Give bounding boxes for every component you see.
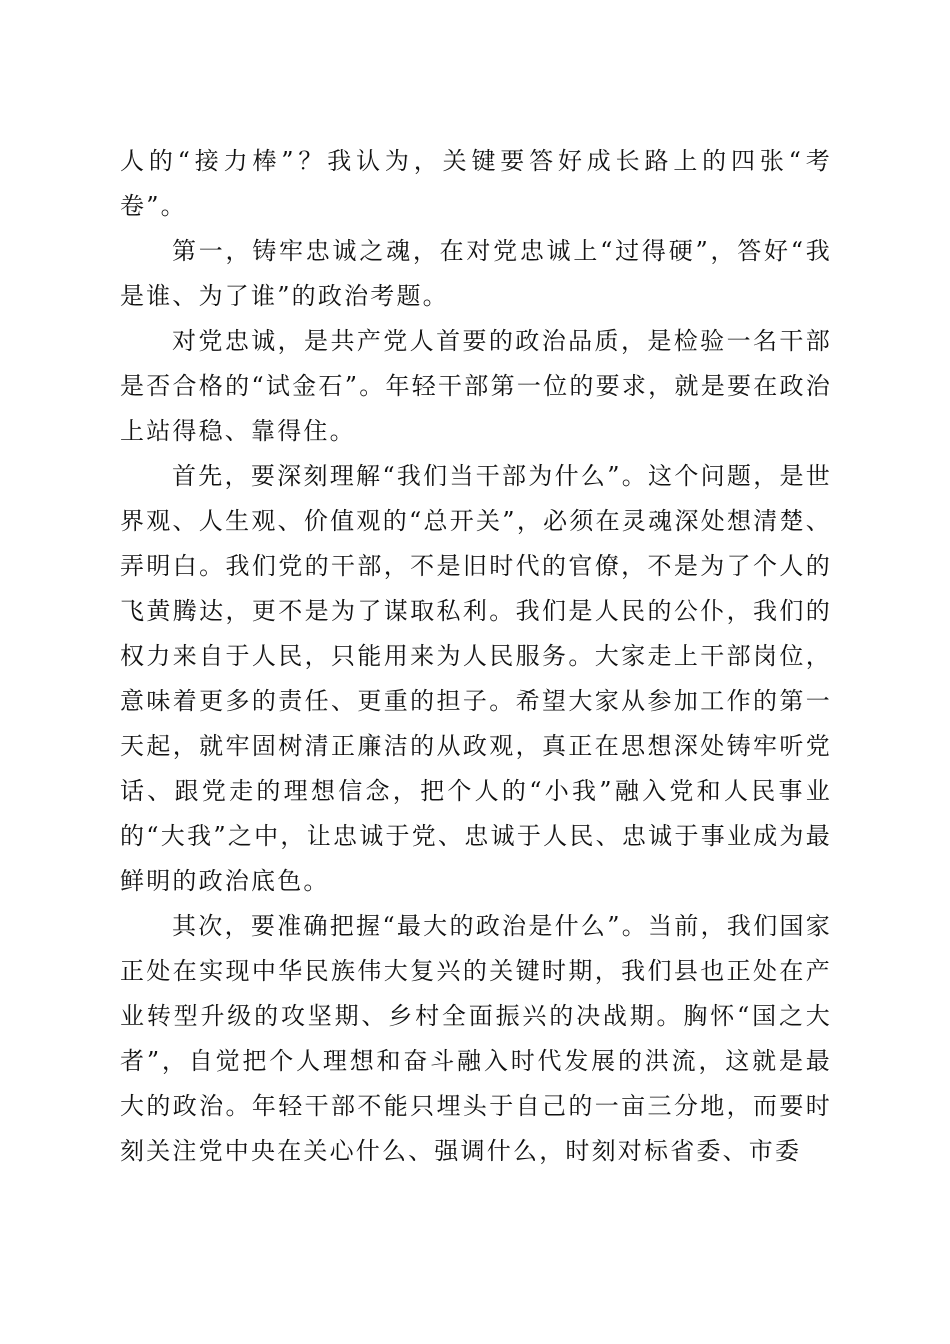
section-heading-first: 第一，铸牢忠诚之魂，在对党忠诚上“过得硬”，答好“我是谁、为了谁”的政治考题。: [120, 237, 832, 310]
paragraph-first-point: 首先，要深刻理解“我们当干部为什么”。这个问题，是世界观、人生观、价值观的“总开关”，必须在灵魂深处想清楚、弄明白。我们党的干部，不是旧时代的官僚，不是为了个人的飞黄腾达，更不是为了谋取私利。我们是人民的公仆，我们的权力来自于人民，只能用来为人民服务。大家走上干部岗位，意味着更多的责任、更重的担子。希望大家从参加工作的第一天起，就牢固树清正廉洁的从政观，真正在思想深处铸牢听党话、跟党走的理想信念，把个人的“小我”融入党和人民事业的“大我”之中，让忠诚于党、忠诚于人民、忠诚于事业成为最鲜明的政治底色。: [120, 462, 832, 895]
paragraph-loyalty-intro: 对党忠诚，是共产党人首要的政治品质，是检验一名干部是否合格的“试金石”。年轻干部第一位的要求，就是要在政治上站得稳、靠得住。: [120, 327, 832, 445]
document-body: [120, 139, 832, 1174]
paragraph-continuation: 人的“接力棒”？我认为，关键要答好成长路上的四张“考卷”。: [120, 147, 832, 220]
paragraph-second-point: 其次，要准确把握“最大的政治是什么”。当前，我们国家正处在实现中华民族伟大复兴的关键时期，我们县也正处在产业转型升级的攻坚期、乡村全面振兴的决战期。胸怀“国之大者”，自觉把个人理想和奋斗融入时代发展的洪流，这就是最大的政治。年轻干部不能只埋头于自己的一亩三分地，而要时刻关注党中央在关心什么、强调什么，时刻对标省委、市委: [120, 912, 832, 1165]
